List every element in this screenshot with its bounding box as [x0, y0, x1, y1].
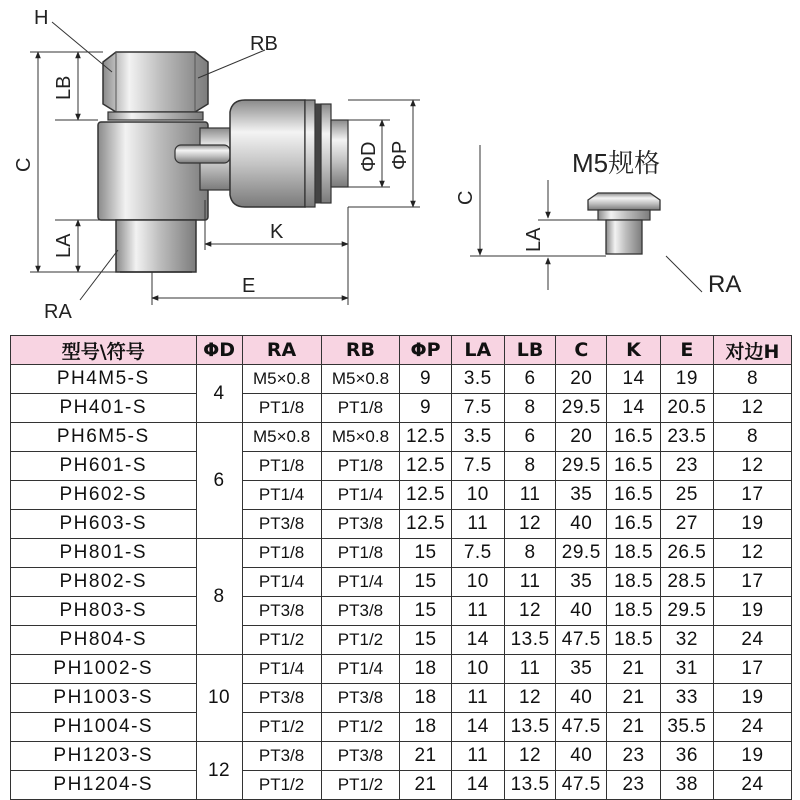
cell-phi-p: 9 — [400, 365, 451, 394]
cell-e: 27 — [660, 510, 713, 539]
cell-la: 11 — [451, 742, 504, 771]
cell-k: 21 — [607, 684, 660, 713]
m5-label-ra: RA — [708, 271, 742, 298]
cell-phi-p: 12.5 — [400, 452, 451, 481]
header-hex-h: 对边H — [713, 336, 791, 365]
cell-rb: PT1/4 — [321, 568, 400, 597]
cell-phi-p: 12.5 — [400, 481, 451, 510]
cell-c: 35 — [556, 568, 607, 597]
cell-ra: PT3/8 — [242, 597, 321, 626]
cell-e: 28.5 — [660, 568, 713, 597]
cell-rb: PT3/8 — [321, 597, 400, 626]
cell-ra: PT3/8 — [242, 742, 321, 771]
cell-phi-p: 15 — [400, 539, 451, 568]
cell-lb: 13.5 — [504, 626, 555, 655]
cell-model: PH4M5-S — [11, 365, 197, 394]
label-lb: LB — [53, 75, 75, 100]
header-k: K — [607, 336, 660, 365]
cell-model: PH1203-S — [11, 742, 197, 771]
cell-lb: 12 — [504, 597, 555, 626]
cell-rb: PT3/8 — [321, 510, 400, 539]
cell-phi-p: 9 — [400, 394, 451, 423]
cell-hex-h: 12 — [713, 539, 791, 568]
cell-model: PH6M5-S — [11, 423, 197, 452]
cell-hex-h: 17 — [713, 481, 791, 510]
cell-ra: PT1/2 — [242, 626, 321, 655]
cell-ra: M5×0.8 — [242, 365, 321, 394]
cell-model: PH601-S — [11, 452, 197, 481]
cell-model: PH1003-S — [11, 684, 197, 713]
cell-phi-p: 18 — [400, 713, 451, 742]
cell-phi-d: 6 — [196, 423, 242, 539]
cell-la: 10 — [451, 481, 504, 510]
cell-model: PH603-S — [11, 510, 197, 539]
cell-phi-d: 10 — [196, 655, 242, 742]
cell-e: 35.5 — [660, 713, 713, 742]
cell-lb: 8 — [504, 394, 555, 423]
cell-ra: PT1/8 — [242, 394, 321, 423]
cell-lb: 11 — [504, 655, 555, 684]
label-e: E — [242, 275, 256, 297]
cell-model: PH804-S — [11, 626, 197, 655]
cell-la: 11 — [451, 684, 504, 713]
label-phi-p: ΦP — [389, 140, 411, 170]
cell-k: 21 — [607, 655, 660, 684]
label-c: C — [13, 157, 35, 172]
cell-c: 40 — [556, 510, 607, 539]
cell-la: 3.5 — [451, 365, 504, 394]
cell-ra: M5×0.8 — [242, 423, 321, 452]
cell-la: 14 — [451, 626, 504, 655]
cell-phi-d: 8 — [196, 539, 242, 655]
m5-inset — [455, 145, 741, 298]
cell-lb: 8 — [504, 539, 555, 568]
cell-hex-h: 24 — [713, 713, 791, 742]
cell-c: 35 — [556, 655, 607, 684]
cell-lb: 12 — [504, 684, 555, 713]
cell-lb: 12 — [504, 742, 555, 771]
cell-rb: PT1/4 — [321, 655, 400, 684]
cell-hex-h: 24 — [713, 626, 791, 655]
cell-la: 7.5 — [451, 539, 504, 568]
table-row — [11, 568, 792, 597]
cell-rb: PT1/8 — [321, 394, 400, 423]
cell-rb: PT3/8 — [321, 742, 400, 771]
cell-k: 16.5 — [607, 481, 660, 510]
table-row — [11, 655, 792, 684]
cell-phi-d: 4 — [196, 365, 242, 423]
cell-model: PH1002-S — [11, 655, 197, 684]
cell-rb: PT1/8 — [321, 539, 400, 568]
cell-la: 10 — [451, 655, 504, 684]
header-c: C — [556, 336, 607, 365]
spec-table-body — [11, 365, 792, 800]
cell-e: 20.5 — [660, 394, 713, 423]
cell-phi-p: 15 — [400, 626, 451, 655]
fitting-drawing — [0, 0, 800, 332]
cell-rb: M5×0.8 — [321, 365, 400, 394]
cell-c: 47.5 — [556, 771, 607, 800]
fitting-body — [98, 52, 348, 272]
header-phi-p: ΦP — [400, 336, 451, 365]
cell-c: 40 — [556, 742, 607, 771]
cell-e: 23.5 — [660, 423, 713, 452]
cell-hex-h: 17 — [713, 568, 791, 597]
cell-hex-h: 12 — [713, 452, 791, 481]
cell-c: 40 — [556, 597, 607, 626]
cell-c: 29.5 — [556, 539, 607, 568]
cell-e: 25 — [660, 481, 713, 510]
table-row — [11, 481, 792, 510]
m5-label-la: LA — [523, 227, 545, 252]
cell-phi-p: 18 — [400, 655, 451, 684]
cell-ra: PT1/8 — [242, 539, 321, 568]
cell-lb: 6 — [504, 423, 555, 452]
table-row — [11, 394, 792, 423]
cell-e: 31 — [660, 655, 713, 684]
cell-la: 11 — [451, 597, 504, 626]
cell-e: 38 — [660, 771, 713, 800]
header-rb: RB — [321, 336, 400, 365]
cell-c: 29.5 — [556, 452, 607, 481]
cell-lb: 8 — [504, 452, 555, 481]
cell-rb: PT1/2 — [321, 713, 400, 742]
cell-model: PH801-S — [11, 539, 197, 568]
cell-la: 14 — [451, 713, 504, 742]
cell-c: 35 — [556, 481, 607, 510]
table-row — [11, 423, 792, 452]
cell-k: 14 — [607, 365, 660, 394]
label-ra: RA — [44, 301, 72, 323]
cell-model: PH1004-S — [11, 713, 197, 742]
cell-lb: 13.5 — [504, 713, 555, 742]
header-ra: RA — [242, 336, 321, 365]
cell-k: 16.5 — [607, 452, 660, 481]
cell-c: 29.5 — [556, 394, 607, 423]
cell-hex-h: 12 — [713, 394, 791, 423]
label-phi-d: ΦD — [358, 141, 380, 172]
cell-phi-p: 21 — [400, 771, 451, 800]
cell-hex-h: 8 — [713, 423, 791, 452]
table-row — [11, 597, 792, 626]
cell-phi-p: 12.5 — [400, 510, 451, 539]
label-k: K — [270, 221, 284, 243]
m5-title: M5规格 — [572, 148, 661, 178]
cell-c: 40 — [556, 684, 607, 713]
cell-lb: 6 — [504, 365, 555, 394]
table-row — [11, 365, 792, 394]
cell-e: 36 — [660, 742, 713, 771]
cell-la: 10 — [451, 568, 504, 597]
m5-label-c: C — [455, 190, 477, 205]
cell-lb: 11 — [504, 568, 555, 597]
cell-k: 18.5 — [607, 568, 660, 597]
cell-hex-h: 19 — [713, 742, 791, 771]
cell-rb: PT1/4 — [321, 481, 400, 510]
cell-e: 26.5 — [660, 539, 713, 568]
cell-hex-h: 17 — [713, 655, 791, 684]
cell-e: 23 — [660, 452, 713, 481]
table-row — [11, 626, 792, 655]
cell-phi-d: 12 — [196, 742, 242, 800]
cell-c: 20 — [556, 423, 607, 452]
cell-lb: 11 — [504, 481, 555, 510]
cell-k: 16.5 — [607, 423, 660, 452]
table-row — [11, 539, 792, 568]
cell-model: PH802-S — [11, 568, 197, 597]
cell-c: 47.5 — [556, 713, 607, 742]
spec-table — [10, 335, 792, 800]
cell-la: 7.5 — [451, 394, 504, 423]
cell-k: 18.5 — [607, 626, 660, 655]
cell-hex-h: 8 — [713, 365, 791, 394]
cell-ra: PT1/4 — [242, 568, 321, 597]
cell-k: 14 — [607, 394, 660, 423]
table-row — [11, 452, 792, 481]
cell-ra: PT1/2 — [242, 771, 321, 800]
header-lb: LB — [504, 336, 555, 365]
cell-phi-p: 12.5 — [400, 423, 451, 452]
header-e: E — [660, 336, 713, 365]
label-rb: RB — [250, 33, 278, 55]
cell-model: PH401-S — [11, 394, 197, 423]
table-row — [11, 684, 792, 713]
table-row — [11, 742, 792, 771]
cell-k: 23 — [607, 742, 660, 771]
cell-rb: PT3/8 — [321, 684, 400, 713]
cell-phi-p: 21 — [400, 742, 451, 771]
cell-e: 29.5 — [660, 597, 713, 626]
table-row — [11, 713, 792, 742]
cell-lb: 13.5 — [504, 771, 555, 800]
header-la: LA — [451, 336, 504, 365]
cell-rb: PT1/8 — [321, 452, 400, 481]
cell-ra: PT3/8 — [242, 510, 321, 539]
cell-phi-p: 18 — [400, 684, 451, 713]
cell-e: 19 — [660, 365, 713, 394]
cell-k: 23 — [607, 771, 660, 800]
cell-hex-h: 19 — [713, 684, 791, 713]
cell-model: PH1204-S — [11, 771, 197, 800]
cell-ra: PT1/2 — [242, 713, 321, 742]
cell-hex-h: 24 — [713, 771, 791, 800]
cell-la: 3.5 — [451, 423, 504, 452]
cell-k: 18.5 — [607, 597, 660, 626]
cell-model: PH602-S — [11, 481, 197, 510]
cell-la: 14 — [451, 771, 504, 800]
cell-k: 16.5 — [607, 510, 660, 539]
cell-k: 18.5 — [607, 539, 660, 568]
cell-rb: PT1/2 — [321, 626, 400, 655]
cell-c: 20 — [556, 365, 607, 394]
cell-c: 47.5 — [556, 626, 607, 655]
cell-hex-h: 19 — [713, 510, 791, 539]
cell-ra: PT1/4 — [242, 481, 321, 510]
cell-la: 7.5 — [451, 452, 504, 481]
label-h: H — [34, 7, 49, 29]
cell-la: 11 — [451, 510, 504, 539]
table-row — [11, 510, 792, 539]
cell-rb: PT1/2 — [321, 771, 400, 800]
cell-ra: PT1/8 — [242, 452, 321, 481]
cell-ra: PT3/8 — [242, 684, 321, 713]
cell-e: 33 — [660, 684, 713, 713]
cell-rb: M5×0.8 — [321, 423, 400, 452]
cell-k: 21 — [607, 713, 660, 742]
cell-phi-p: 15 — [400, 597, 451, 626]
table-row — [11, 771, 792, 800]
cell-phi-p: 15 — [400, 568, 451, 597]
header-phi-d: ΦD — [196, 336, 242, 365]
cell-model: PH803-S — [11, 597, 197, 626]
cell-e: 32 — [660, 626, 713, 655]
cell-ra: PT1/4 — [242, 655, 321, 684]
cell-hex-h: 19 — [713, 597, 791, 626]
table-header-row — [11, 336, 792, 365]
header-model: 型号\符号 — [11, 336, 197, 365]
label-la: LA — [53, 233, 75, 258]
cell-lb: 12 — [504, 510, 555, 539]
